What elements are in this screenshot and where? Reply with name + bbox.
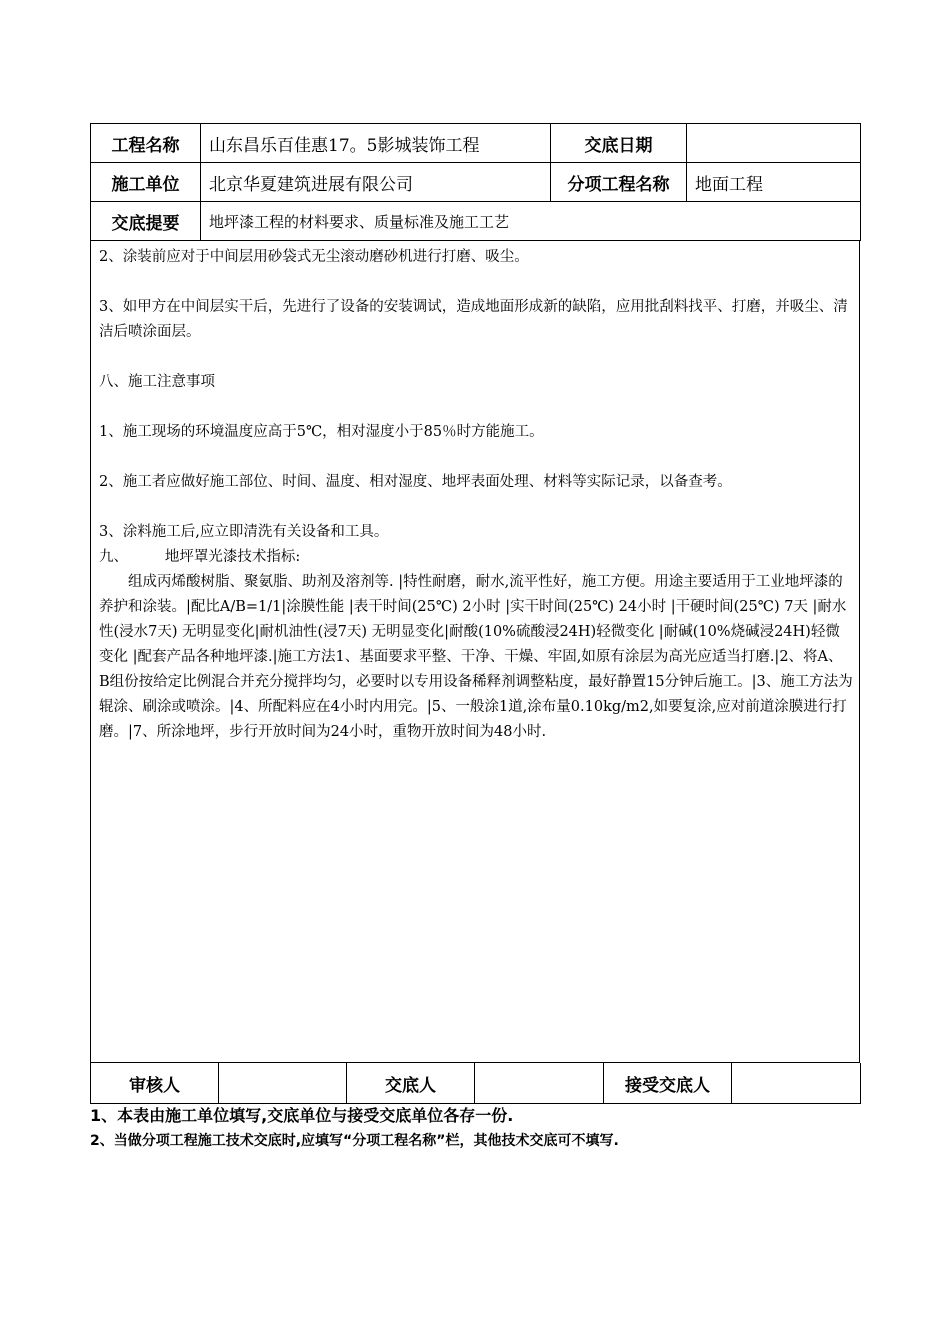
summary-label: 交底提要	[91, 202, 201, 241]
content-paragraph: 1、施工现场的环境温度应高于5℃，相对湿度小于85％时方能施工。	[99, 424, 544, 440]
content-paragraph: 2、涂装前应对于中间层用砂袋式无尘滚动磨砂机进行打磨、吸尘。	[99, 249, 529, 265]
discloser-value	[475, 1063, 604, 1104]
content-paragraph: 3、涂料施工后,应立即清洗有关设备和工具。	[99, 524, 389, 540]
content-area	[90, 241, 860, 1063]
section-heading: 九、 地坪罩光漆技术指标:	[99, 549, 301, 565]
section-heading: 八、施工注意事项	[99, 374, 215, 390]
unit-value: 北京华夏建筑进展有限公司	[201, 163, 551, 202]
header-row-project	[91, 124, 861, 163]
footnote-1: 1、本表由施工单位填写,交底单位与接受交底单位各存一份.	[90, 1106, 514, 1125]
project-name-value: 山东昌乐百佳惠17。5影城装饰工程	[201, 124, 551, 163]
content-paragraph: 3、如甲方在中间层实干后，先进行了设备的安装调试，造成地面形成新的缺陷，应用批刮料找平、打磨，并吸尘、清洁后喷涂面层。	[99, 299, 848, 340]
discloser-label: 交底人	[347, 1063, 475, 1104]
signature-table	[90, 1063, 861, 1104]
unit-label: 施工单位	[91, 163, 201, 202]
signature-row	[91, 1063, 861, 1104]
receiver-value	[732, 1063, 861, 1104]
content-paragraph: 组成丙烯酸树脂、聚氨脂、助剂及溶剂等. |特性耐磨，耐水,流平性好，施工方便。用途主要适用于工业地坪漆的养护和涂装。|配比A/B=1/1|涂膜性能 |表干时间(25℃) 2小时 |实干时间(25℃) 24小时 |干硬时间(25℃) 7天 |耐水性(浸水7天) 无明显变化|耐机油性(浸7天) 无明显变化|耐酸(10%硫酸浸24H)轻微变化 |耐碱(10%烧碱浸24H)轻微变化 |配套产品各种地坪漆.|施工方法1、基面要求平整、干净、干燥、牢固,如原有涂层为高光应适当打磨.|2、将A、B组份按给定比例混合并充分搅拌均匀，必要时以专用设备稀释剂调整粘度，最好静置15分钟后施工。|3、施工方法为辊涂、刷涂或喷涂。|4、所配料应在4小时内用完。|5、一般涂1道,涂布量0.10kg/m2,如要复涂,应对前道涂膜进行打磨。|7、所涂地坪，步行开放时间为24小时，重物开放时间为48小时.	[99, 574, 853, 740]
date-label: 交底日期	[551, 124, 687, 163]
date-value	[687, 124, 861, 163]
reviewer-value	[219, 1063, 347, 1104]
header-row-unit	[91, 163, 861, 202]
sub-project-value: 地面工程	[687, 163, 861, 202]
footnote-2: 2、当做分项工程施工技术交底时,应填写“分项工程名称”栏，其他技术交底可不填写.	[90, 1133, 619, 1149]
summary-value: 地坪漆工程的材料要求、质量标准及施工工艺	[201, 202, 861, 241]
sub-project-label: 分项工程名称	[551, 163, 687, 202]
disclosure-form	[90, 123, 860, 1104]
reviewer-label: 审核人	[91, 1063, 219, 1104]
header-row-summary	[91, 202, 861, 241]
content-paragraph: 2、施工者应做好施工部位、时间、温度、相对湿度、地坪表面处理、材料等实际记录，以备查考。	[99, 474, 732, 490]
footnotes	[90, 1104, 890, 1152]
project-name-label: 工程名称	[91, 124, 201, 163]
receiver-label: 接受交底人	[604, 1063, 732, 1104]
header-table	[90, 123, 861, 241]
